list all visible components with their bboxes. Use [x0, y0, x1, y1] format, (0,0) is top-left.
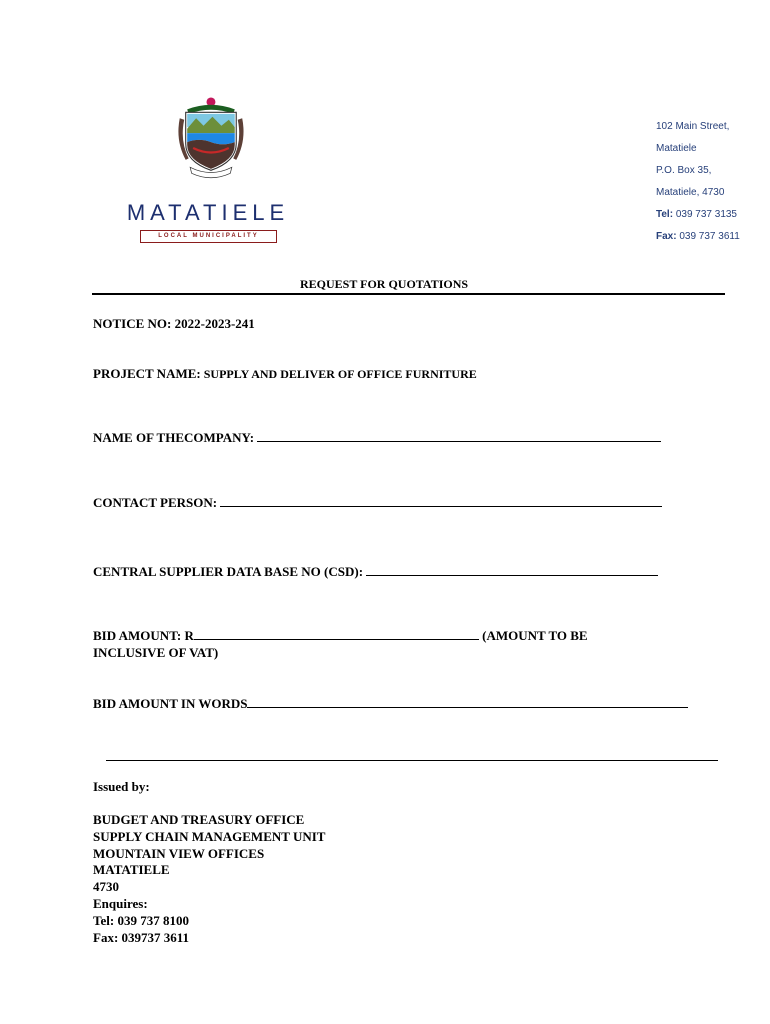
notice-number: NOTICE NO: 2022-2023-241	[93, 316, 255, 331]
bid-suffix: (AMOUNT TO BE	[478, 628, 588, 643]
csd-label: CENTRAL SUPPLIER DATA BASE NO (CSD):	[93, 564, 367, 579]
issuer-block	[93, 812, 325, 946]
issuer-line: BUDGET AND TREASURY OFFICE	[93, 812, 305, 827]
address-tel: Tel: 039 737 3135	[656, 209, 737, 220]
bid-suffix-line2: INCLUSIVE OF VAT)	[93, 645, 219, 660]
project-value: SUPPLY AND DELIVER OF OFFICE FURNITURE	[200, 367, 477, 381]
address-block	[656, 120, 766, 252]
company-name-row	[93, 429, 661, 446]
municipality-subtitle: LOCAL MUNICIPALITY	[140, 230, 277, 243]
municipality-crest-logo	[108, 96, 308, 206]
address-line: Matatiele, 4730	[656, 187, 725, 198]
bid-words-continuation-field[interactable]	[106, 760, 718, 761]
issuer-fax: Fax: 039737 3611	[93, 929, 190, 945]
document-title: REQUEST FOR QUOTATIONS	[300, 277, 469, 291]
issuer-line: MATATIELE	[93, 862, 170, 878]
title-rule	[92, 293, 725, 295]
bid-amount-row	[93, 627, 588, 644]
issuer-line: SUPPLY CHAIN MANAGEMENT UNIT	[93, 828, 326, 844]
issued-by-label: Issued by:	[93, 779, 150, 794]
address-line: Matatiele	[656, 143, 697, 154]
bid-words-label: BID AMOUNT IN WORDS	[93, 696, 248, 711]
bid-amount-field[interactable]	[194, 627, 479, 640]
csd-row	[93, 563, 658, 580]
issuer-line: MOUNTAIN VIEW OFFICES	[93, 845, 265, 861]
issuer-tel: Tel: 039 737 8100	[93, 912, 189, 928]
issuer-line: 4730	[93, 879, 119, 895]
municipality-name: MATATIELE	[126, 200, 290, 225]
contact-person-row	[93, 494, 662, 511]
company-label: NAME OF THECOMPANY:	[93, 430, 258, 445]
address-fax: Fax: 039 737 3611	[656, 231, 740, 242]
address-line: 102 Main Street,	[656, 121, 730, 132]
bid-words-field[interactable]	[247, 695, 688, 708]
address-line: P.O. Box 35,	[656, 165, 712, 176]
bid-label: BID AMOUNT: R	[93, 628, 194, 643]
csd-number-field[interactable]	[366, 563, 658, 576]
project-label: PROJECT NAME:	[93, 366, 201, 381]
contact-person-field[interactable]	[220, 494, 662, 507]
project-name	[93, 366, 477, 382]
company-name-field[interactable]	[257, 429, 661, 442]
issuer-line: Enquires:	[93, 895, 148, 911]
contact-label: CONTACT PERSON:	[93, 495, 221, 510]
bid-words-row	[93, 695, 688, 712]
